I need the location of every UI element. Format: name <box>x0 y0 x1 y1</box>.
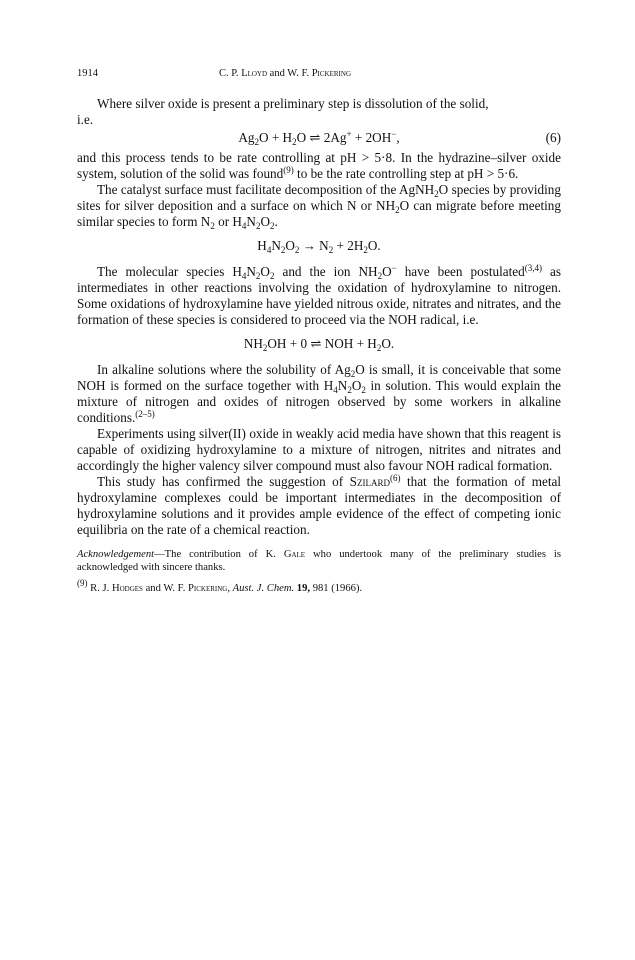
equation-6: $Ag_2O + H_2O$ ⇌ 2Ag+ + 2OH−, (6) <box>238 129 561 147</box>
paragraph-6: Experiments using silver(II) oxide in weakly acid media have shown that this reagent is capable of oxidizing hydroxylamine to a mixture of nitrogen, nitrites and nitrates and accordingly the higher valency silver compound must also favour NOH radical formation. <box>77 426 561 473</box>
paragraph-4: The molecular species $H_4N_2O_2$ and the ion $NH_2O^-$ have been postulated$^{(3,4)}$ as intermediates in other reactions involving the oxidation of hydroxylamine to nitrogen. Some oxidations of hydroxylamine have yielded nitrous oxide, nitrates and nitrates, and the formation of these species is considered to proceed via the NOH radical, i.e. <box>77 263 561 327</box>
body-text <box>77 96 561 595</box>
reference-9: $^{(9)}$ R. J. Hodges and W. F. Pickering, Aust. J. Chem. 19, 981 (1966). <box>77 578 363 594</box>
running-head: C. P. Lloyd and W. F. Pickering <box>219 68 351 79</box>
equation-decomposition: $H_4N_2O_2 \to N_2 + 2H_2O$. <box>257 238 381 255</box>
equation-noh: $NH_2OH + 0$ ⇌ NOH + $H_2O$. <box>243 336 395 353</box>
equation-number: (6) <box>545 130 561 145</box>
acknowledgement: Acknowledgement—The contribution of K. Gale who undertook many of the preliminary studies is acknowledged with sincere thanks. <box>77 549 561 573</box>
paragraph-3: The catalyst surface must facilitate decomposition of the AgNH$_2$O species by providing sites for silver deposition and a surface on which N or $NH_2O$ can migrate before meeting similar species to form $N_2$ or $H_4N_2O_2$. <box>77 182 561 231</box>
paragraph-1: Where silver oxide is present a preliminary step is dissolution of the solid, i.e. <box>77 96 489 127</box>
page-number: 1914 <box>77 68 98 79</box>
paragraph-7: This study has confirmed the suggestion of Szilard$^{(6)}$ that the formation of metal hydroxylamine complexes could be important intermediates in the decomposition of hydroxylamine solutions and it provides ample evidence of the effect of competing ionic equilibria on the rate of a chemical reaction. <box>77 473 561 537</box>
paragraph-2: and this process tends to be rate controlling at pH > 5·8. In the hydrazine–silver oxide system, solution of the solid was found$^{(9)}$ to be the rate controlling step at pH > 5·6. <box>77 150 561 181</box>
paragraph-5: In alkaline solutions where the solubility of $Ag_2O$ is small, it is conceivable that some NOH is formed on the surface together with $H_4N_2O_2$ in solution. This would explain the mixture of nitrogen and oxides of nitrogen observed by some workers in alkaline conditions.$^{(2-5)}$ <box>77 362 561 425</box>
